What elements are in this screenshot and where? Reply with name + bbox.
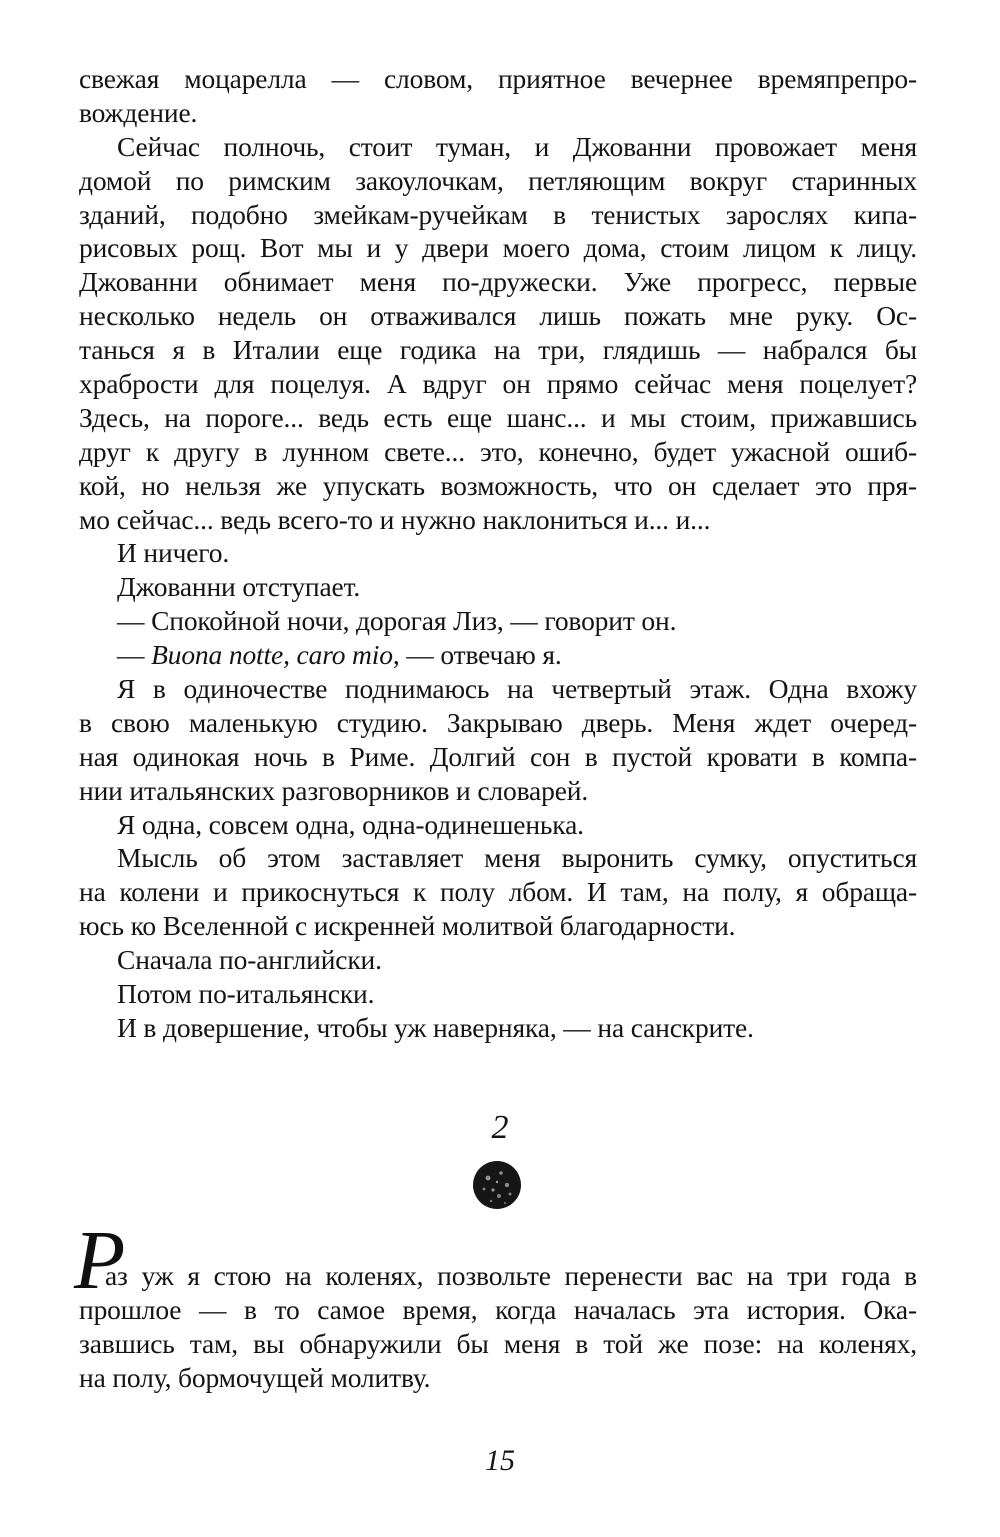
italian-phrase: Buona notte, caro mio: [151, 639, 393, 671]
chapter-line: прошлое — в то самое время, когда началась эта история. Ока-: [79, 1293, 917, 1325]
text-line: Джованни обнимает меня по-дружески. Уже прогресс, первые: [79, 266, 917, 298]
text-line: рисовых рощ. Вот мы и у двери моего дома, стоим лицом к лицу.: [79, 232, 917, 264]
dialogue-rest: , — отвечаю я.: [392, 639, 562, 671]
text-line: вождение.: [79, 96, 198, 128]
page-number: 15: [485, 1444, 515, 1477]
text-line: танься я в Италии еще годика на три, глядишь — набрался бы: [79, 334, 917, 366]
text-line: храбрости для поцелуя. А вдруг он прямо сейчас меня поцелует?: [79, 368, 917, 400]
text-line: И в довершение, чтобы уж наверняка, — на санскрите.: [117, 1011, 754, 1043]
text-line: свежая моцарелла — словом, приятное вечернее времяпрепро-: [79, 63, 917, 94]
ornament-icon: [471, 1159, 523, 1211]
text-line: Здесь, на пороге... ведь есть еще шанс... и мы стоим, прижавшись: [79, 401, 917, 433]
text-line: нии итальянских разговорников и словарей.: [79, 774, 589, 806]
text-line: мо сейчас... ведь всего-то и нужно наклониться и... и...: [79, 503, 711, 535]
text-line: кой, но нельзя же упускать возможность, что он сделает это пря-: [79, 469, 917, 501]
chapter-line: завшись там, вы обнаружили бы меня в той же позе: на коленях,: [79, 1327, 917, 1359]
text-line: [79, 638, 917, 672]
chapter-opening-text: [79, 1259, 917, 1395]
section-number: 2: [491, 1109, 509, 1146]
text-line: друг к другу в лунном свете... это, конечно, будет ужасной ошиб-: [79, 435, 917, 467]
text-line: зданий, подобно змейкам-ручейкам в тенистых зарослях кипа-: [79, 198, 917, 230]
text-line: Джованни отступает.: [117, 571, 361, 603]
dialogue-dash: —: [117, 639, 152, 671]
text-line: юсь ко Вселенной с искренней молитвой благодарности.: [79, 910, 736, 942]
text-line: И ничего.: [117, 537, 230, 569]
drop-cap: Р: [74, 1214, 126, 1307]
chapter-line: аз уж я стою на коленях, позвольте перенести вас на три года в: [105, 1260, 917, 1291]
text-line: в свою маленькую студию. Закрываю дверь. Меня ждет очеред-: [79, 706, 917, 738]
text-line: Сначала по-английски.: [117, 944, 382, 976]
chapter-line: на полу, бормочущей молитву.: [79, 1361, 431, 1393]
text-line: Потом по-итальянски.: [117, 978, 375, 1010]
text-line: ная одинокая ночь в Риме. Долгий сон в пустой кровати в компа-: [79, 740, 917, 772]
text-line: несколько недель он отваживался лишь пожать мне руку. Ос-: [79, 300, 917, 332]
text-line: Мысль об этом заставляет меня выронить сумку, опуститься: [117, 842, 917, 874]
text-line: на колени и прикоснуться к полу лбом. И там, на полу, я обраща-: [79, 876, 917, 908]
text-line: домой по римским закоулочкам, петляющим вокруг старинных: [79, 164, 917, 196]
text-line: — Спокойной ночи, дорогая Лиз, — говорит он.: [117, 605, 677, 637]
text-line: Я одна, совсем одна, одна-одинешенька.: [117, 808, 584, 840]
body-text: [79, 62, 917, 1045]
text-line: Я в одиночестве поднимаюсь на четвертый этаж. Одна вхожу: [117, 673, 917, 705]
text-line: Сейчас полночь, стоит туман, и Джованни провожает меня: [117, 130, 917, 162]
